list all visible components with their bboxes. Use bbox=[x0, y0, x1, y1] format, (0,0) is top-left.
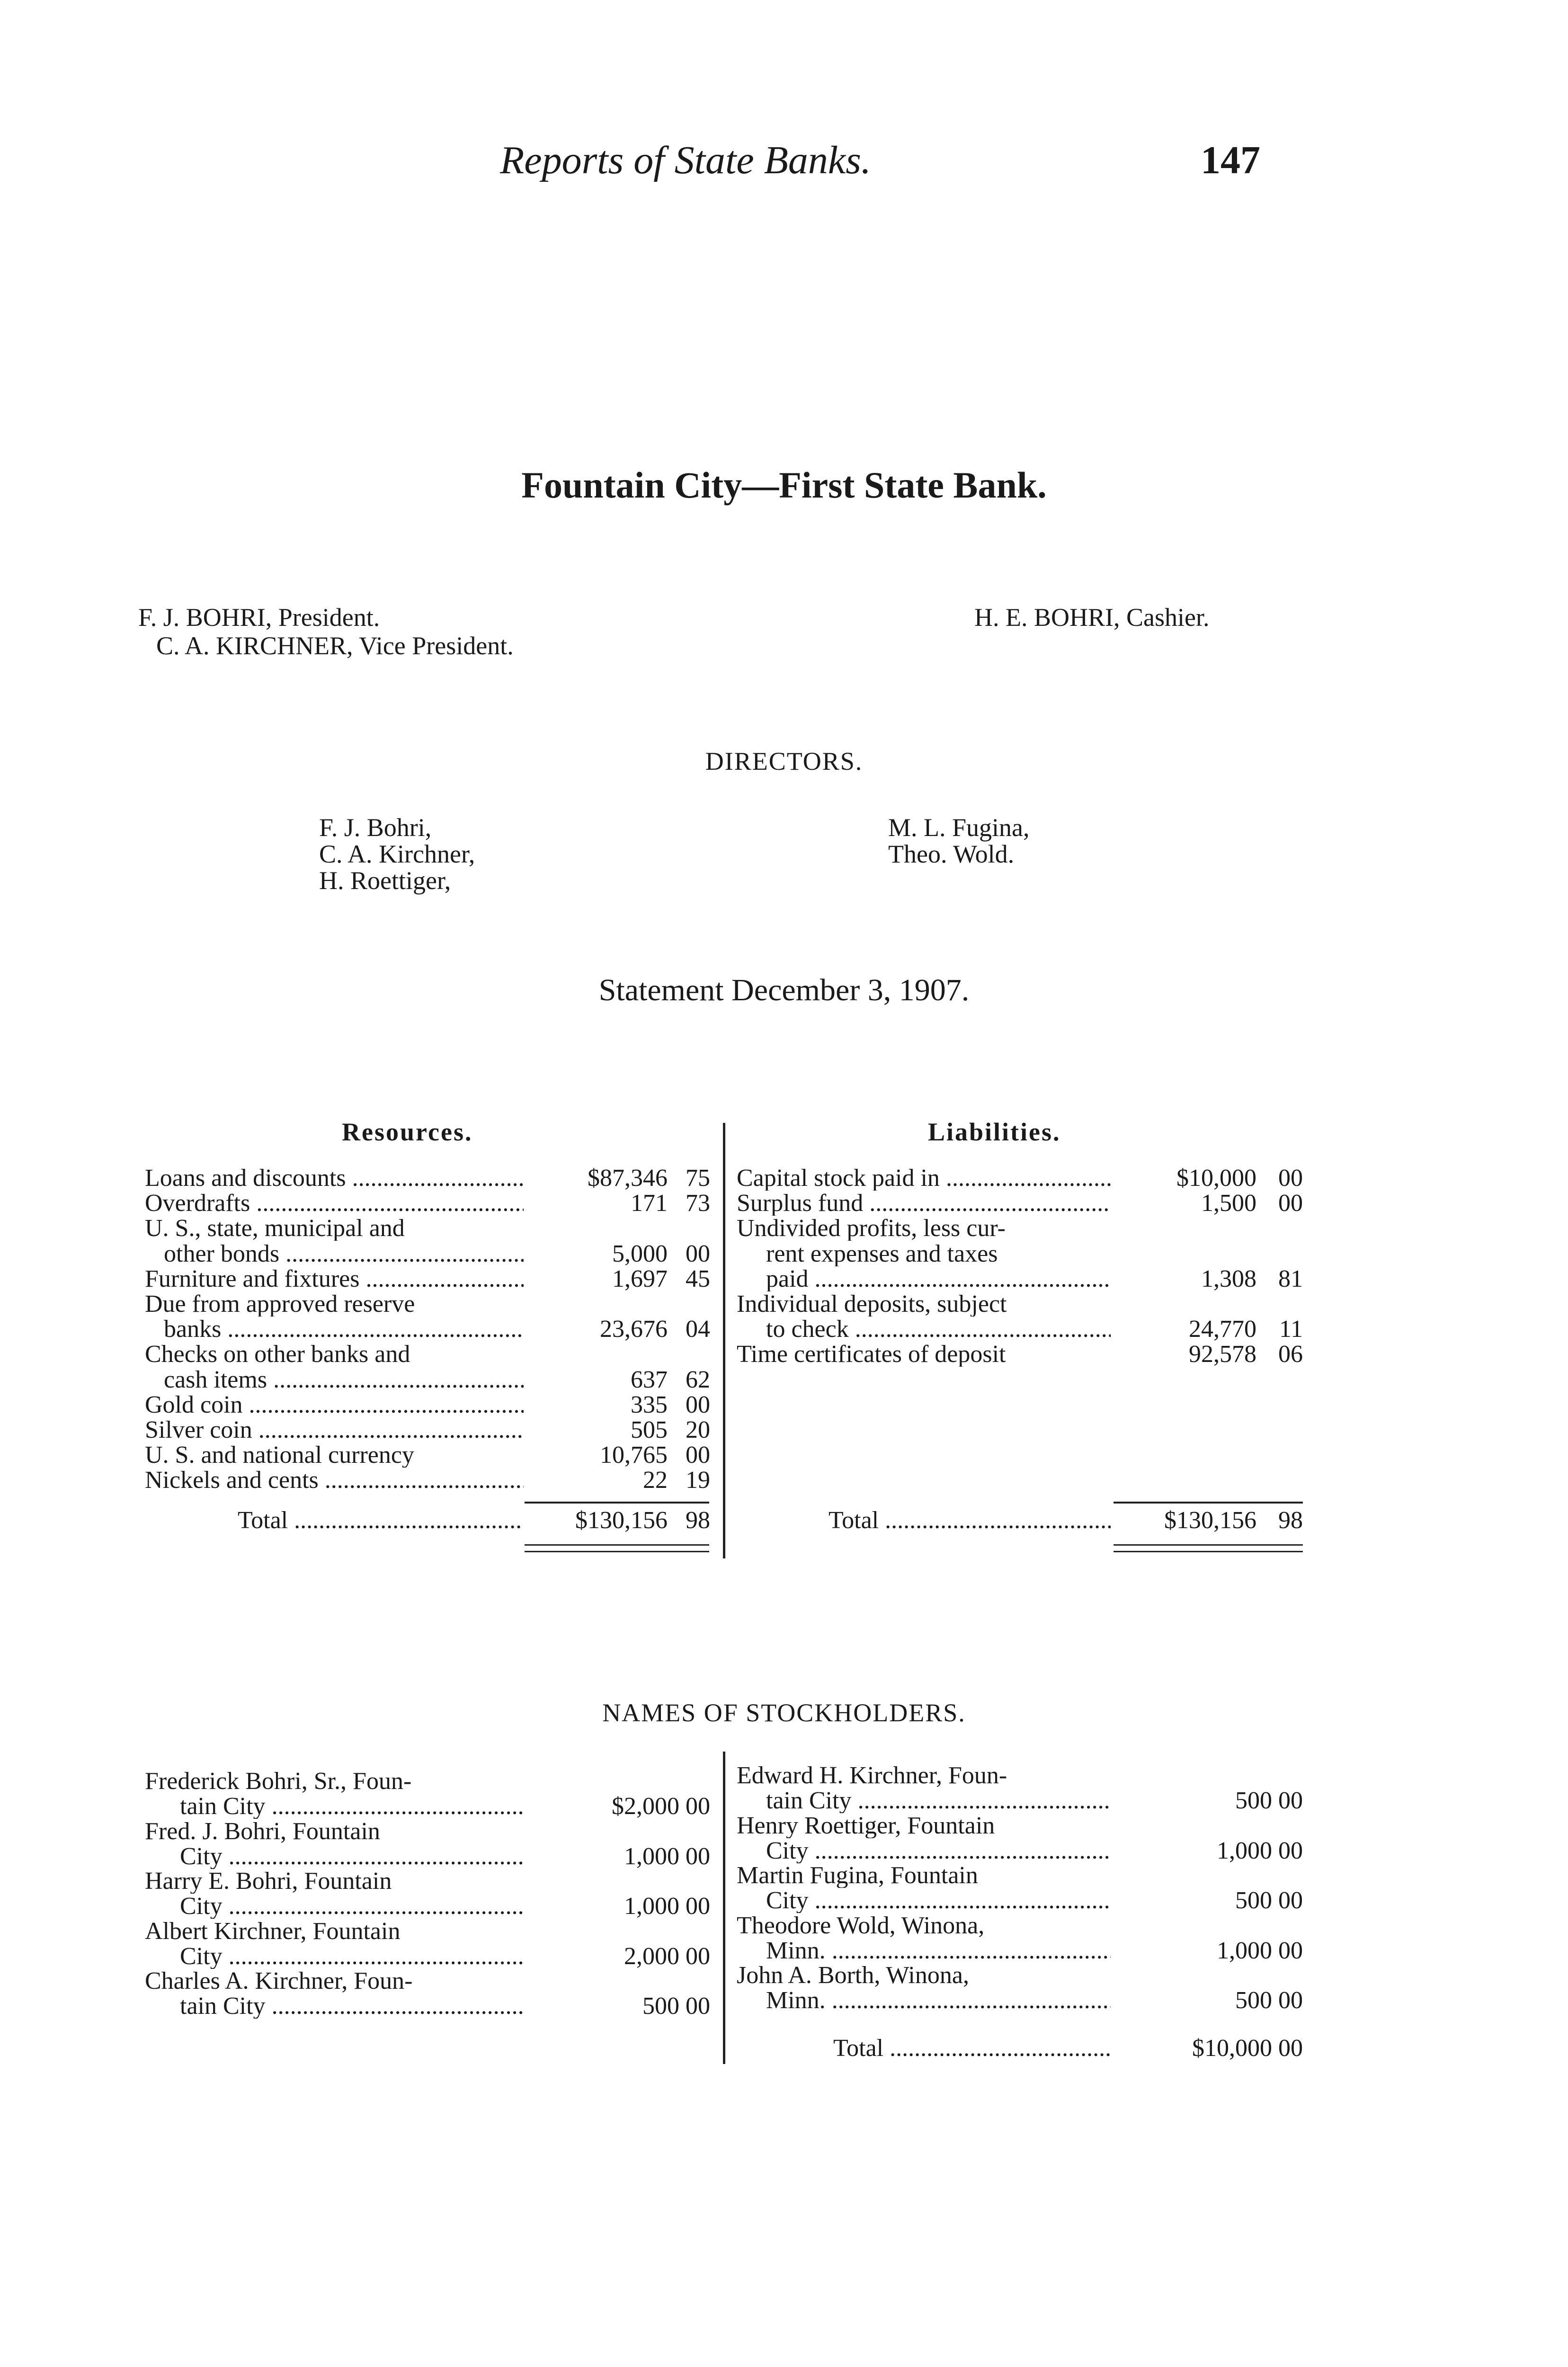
resources-row-label: Silver coin ..... bbox=[145, 1417, 524, 1442]
stockholder-name-line1: Fred. J. Bohri, Fountain bbox=[145, 1819, 380, 1844]
stockholder-amount: 1,000 00 bbox=[1217, 1937, 1303, 1964]
liabilities-row-label: Capital stock paid in ..... bbox=[737, 1166, 1111, 1191]
liabilities-row-cents: 00 bbox=[1278, 1165, 1303, 1192]
resources-row-label: Nickels and cents ..... bbox=[145, 1468, 524, 1493]
liabilities-row-label: rent expenses and taxes bbox=[766, 1241, 998, 1266]
liabilities-row-dollars: $10,000 bbox=[1176, 1165, 1256, 1192]
resources-row-label: Checks on other banks and bbox=[145, 1342, 410, 1367]
stockholder-name-line2: City ..... bbox=[180, 1844, 524, 1869]
resources-row-cents: 00 bbox=[686, 1442, 710, 1468]
stockholder-amount: 1,000 00 bbox=[624, 1843, 710, 1870]
resources-row-label: other bonds ..... bbox=[164, 1241, 524, 1266]
resources-total-dollars: $130,156 bbox=[575, 1507, 668, 1534]
resources-row-label: U. S. and national currency bbox=[145, 1442, 414, 1468]
stockholder-name-line1: Harry E. Bohri, Fountain bbox=[145, 1869, 392, 1894]
liabilities-heading: Liabilities. bbox=[928, 1118, 1061, 1146]
resources-row-cents: 04 bbox=[686, 1316, 710, 1343]
bank-title: Fountain City—First State Bank. bbox=[521, 464, 1047, 506]
director-right-1: M. L. Fugina, bbox=[888, 813, 1030, 842]
statement-title: Statement December 3, 1907. bbox=[598, 973, 970, 1007]
resources-row-dollars: 505 bbox=[631, 1416, 668, 1443]
resources-row-dollars: 5,000 bbox=[612, 1240, 668, 1267]
resources-double-rule-top bbox=[525, 1544, 709, 1546]
resources-row-label: Loans and discounts ..... bbox=[145, 1166, 524, 1191]
director-right-2: Theo. Wold. bbox=[888, 840, 1015, 868]
stockholder-amount: 500 00 bbox=[642, 1993, 710, 2020]
liabilities-row-cents: 81 bbox=[1278, 1265, 1303, 1292]
running-header-title: Reports of State Banks. bbox=[500, 138, 871, 182]
resources-row-dollars: 23,676 bbox=[600, 1316, 668, 1343]
resources-row-cents: 00 bbox=[686, 1240, 710, 1267]
stockholder-amount: 1,000 00 bbox=[624, 1893, 710, 1920]
stockholders-heading: NAMES OF STOCKHOLDERS. bbox=[602, 1699, 966, 1727]
resources-row-dollars: 22 bbox=[643, 1467, 668, 1494]
resources-row-label: Due from approved reserve bbox=[145, 1291, 415, 1317]
resources-row-dollars: 637 bbox=[631, 1366, 668, 1393]
stockholder-amount: 500 00 bbox=[1235, 1987, 1303, 2014]
resources-row-dollars: 335 bbox=[631, 1391, 668, 1418]
liabilities-row-dollars: 92,578 bbox=[1189, 1341, 1256, 1368]
liabilities-row-label: Undivided profits, less cur- bbox=[737, 1216, 1006, 1241]
stockholder-name-line2: tain City ..... bbox=[180, 1993, 524, 2019]
stockholder-name-line2: tain City ..... bbox=[766, 1788, 1111, 1813]
stockholders-total-label: Total ..... bbox=[833, 2036, 1111, 2061]
liabilities-row-label: Time certificates of deposit bbox=[737, 1342, 1006, 1367]
liabilities-row-dollars: 24,770 bbox=[1189, 1316, 1256, 1343]
stockholder-name-line2: Minn. ..... bbox=[766, 1938, 1111, 1963]
liabilities-row-label: to check ..... bbox=[766, 1317, 1111, 1342]
resources-heading: Resources. bbox=[342, 1118, 473, 1146]
resources-row-cents: 00 bbox=[686, 1391, 710, 1418]
stockholder-name-line1: John A. Borth, Winona, bbox=[737, 1963, 969, 1988]
stockholder-amount: 1,000 00 bbox=[1217, 1837, 1303, 1864]
stockholders-total-amount: $10,000 00 bbox=[1192, 2035, 1303, 2062]
resources-row-label: Overdrafts ..... bbox=[145, 1191, 524, 1216]
stockholder-name-line1: Martin Fugina, Fountain bbox=[737, 1863, 978, 1888]
resources-row-dollars: 1,697 bbox=[612, 1265, 668, 1292]
resources-row-cents: 75 bbox=[686, 1165, 710, 1192]
stockholder-name-line2: tain City ..... bbox=[180, 1794, 524, 1819]
resources-row-cents: 19 bbox=[686, 1467, 710, 1494]
column-divider bbox=[723, 1123, 725, 1558]
stockholders-divider bbox=[723, 1752, 725, 2064]
stockholder-amount: 500 00 bbox=[1235, 1787, 1303, 1814]
officer-cashier: H. E. BOHRI, Cashier. bbox=[974, 603, 1210, 632]
stockholder-name-line2: City ..... bbox=[180, 1944, 524, 1969]
resources-row-label: cash items ..... bbox=[164, 1367, 524, 1392]
director-left-2: C. A. Kirchner, bbox=[319, 840, 475, 868]
stockholder-name-line1: Charles A. Kirchner, Foun- bbox=[145, 1968, 413, 1993]
liabilities-row-label: Surplus fund ..... bbox=[737, 1191, 1111, 1216]
resources-row-label: banks ..... bbox=[164, 1317, 524, 1342]
director-left-3: H. Roettiger, bbox=[319, 866, 451, 895]
stockholder-name-line2: City ..... bbox=[180, 1894, 524, 1919]
resources-row-dollars: 171 bbox=[631, 1190, 668, 1217]
stockholder-name-line2: City ..... bbox=[766, 1888, 1111, 1913]
directors-heading: DIRECTORS. bbox=[705, 747, 863, 775]
resources-double-rule-bottom bbox=[525, 1551, 709, 1552]
stockholder-name-line1: Theodore Wold, Winona, bbox=[737, 1913, 985, 1938]
resources-row-cents: 62 bbox=[686, 1366, 710, 1393]
stockholder-name-line1: Frederick Bohri, Sr., Foun- bbox=[145, 1769, 412, 1794]
liabilities-row-label: Individual deposits, subject bbox=[737, 1291, 1007, 1317]
resources-row-dollars: $87,346 bbox=[588, 1165, 668, 1192]
stockholder-name-line2: City ..... bbox=[766, 1838, 1111, 1863]
director-left-1: F. J. Bohri, bbox=[319, 813, 432, 842]
liabilities-total-rule bbox=[1114, 1502, 1303, 1504]
liabilities-row-cents: 06 bbox=[1278, 1341, 1303, 1368]
officer-vice-president: C. A. KIRCHNER, Vice President. bbox=[156, 632, 514, 660]
stockholder-amount: 2,000 00 bbox=[624, 1943, 710, 1970]
resources-row-cents: 73 bbox=[686, 1190, 710, 1217]
page-number: 147 bbox=[1201, 138, 1260, 182]
resources-row-label: Gold coin ..... bbox=[145, 1392, 524, 1417]
stockholder-name-line2: Minn. ..... bbox=[766, 1988, 1111, 2013]
resources-row-dollars: 10,765 bbox=[600, 1442, 668, 1468]
resources-total-cents: 98 bbox=[686, 1507, 710, 1534]
liabilities-double-rule-top bbox=[1114, 1544, 1303, 1546]
resources-total-rule bbox=[525, 1502, 709, 1504]
resources-row-cents: 20 bbox=[686, 1416, 710, 1443]
resources-row-label: Furniture and fixtures ..... bbox=[145, 1266, 524, 1291]
liabilities-double-rule-bottom bbox=[1114, 1551, 1303, 1552]
liabilities-row-cents: 00 bbox=[1278, 1190, 1303, 1217]
liabilities-row-dollars: 1,308 bbox=[1201, 1265, 1256, 1292]
officer-president: F. J. BOHRI, President. bbox=[138, 603, 380, 632]
stockholder-name-line1: Albert Kirchner, Fountain bbox=[145, 1919, 401, 1944]
stockholder-name-line1: Edward H. Kirchner, Foun- bbox=[737, 1763, 1007, 1788]
resources-row-cents: 45 bbox=[686, 1265, 710, 1292]
liabilities-total-dollars: $130,156 bbox=[1164, 1507, 1256, 1534]
liabilities-row-dollars: 1,500 bbox=[1201, 1190, 1256, 1217]
liabilities-row-label: paid ..... bbox=[766, 1266, 1111, 1291]
liabilities-total-cents: 98 bbox=[1278, 1507, 1303, 1534]
stockholder-amount: 500 00 bbox=[1235, 1887, 1303, 1914]
liabilities-row-cents: 11 bbox=[1279, 1316, 1303, 1343]
resources-total-label: Total ..... bbox=[238, 1508, 522, 1533]
stockholder-name-line1: Henry Roettiger, Fountain bbox=[737, 1813, 995, 1838]
liabilities-total-label: Total ..... bbox=[829, 1508, 1111, 1533]
resources-row-label: U. S., state, municipal and bbox=[145, 1216, 405, 1241]
stockholder-amount: $2,000 00 bbox=[612, 1793, 710, 1820]
